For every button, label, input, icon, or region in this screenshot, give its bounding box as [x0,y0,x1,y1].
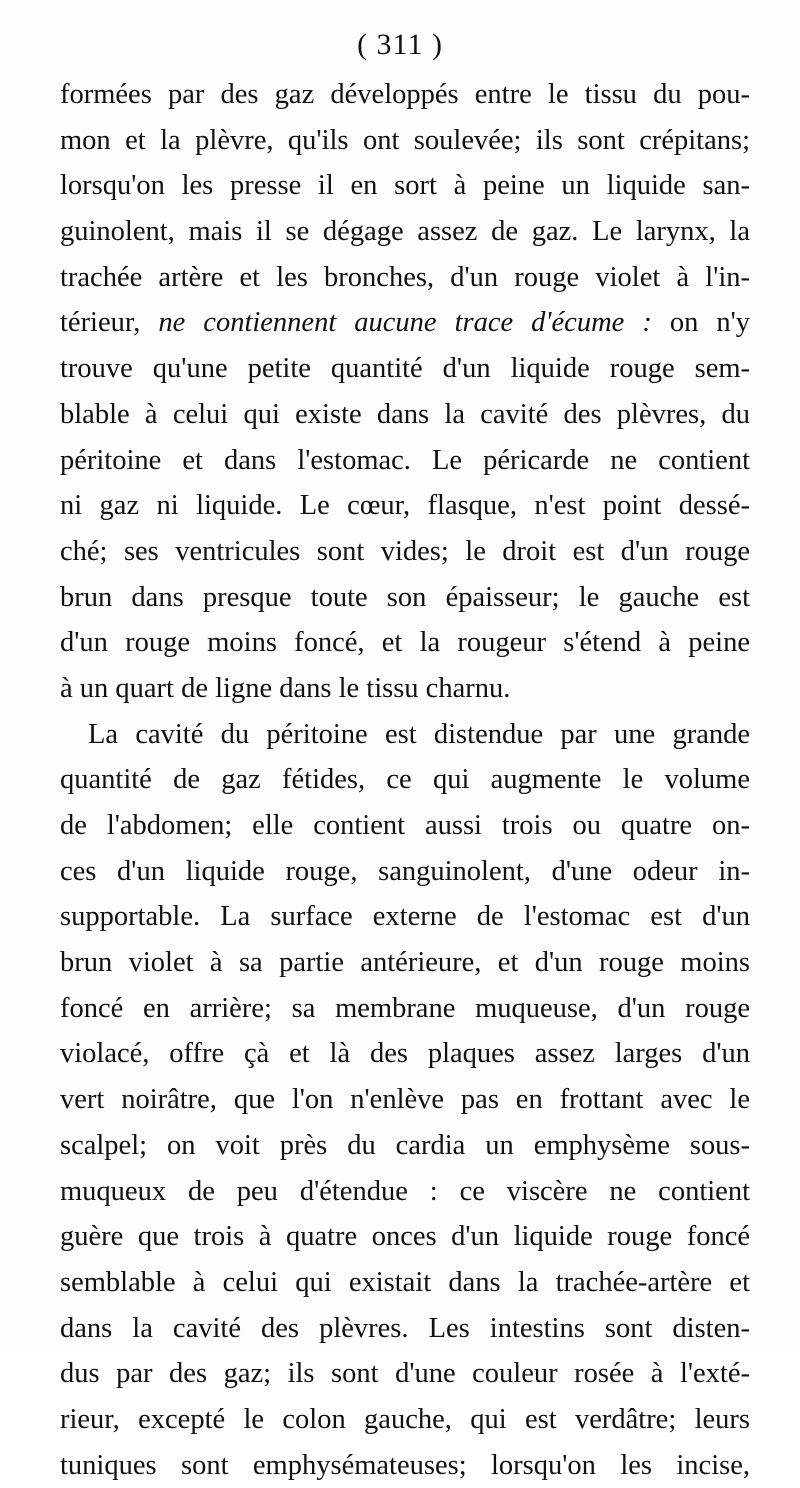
text-line: ni gaz ni liquide. Le cœur, flasque, n'est point dessé- [60,490,750,522]
text-line: La cavité du péritoine est distendue par une grande [88,718,750,750]
text-line: quantité de gaz fétides, ce qui augmente le volume [60,764,750,796]
text-line: trouve qu'une petite quantité d'un liquide rouge sem- [60,353,750,385]
text-line: guère que trois à quatre onces d'un liquide rouge foncé [60,1221,750,1253]
text-line: muqueux de peu d'étendue : ce viscère ne contient [60,1175,750,1207]
text-line: ces d'un liquide rouge, sanguinolent, d'une odeur in- [60,855,750,887]
italic-phrase: ne contiennent aucune trace d'écume : [158,307,652,339]
text-line: lorsqu'on les presse il en sort à peine un liquide san- [60,170,750,202]
text-line: à un quart de ligne dans le tissu charnu. [60,672,511,704]
text-line: violacé, offre çà et là des plaques assez larges d'un [60,1038,750,1070]
body-text [60,72,750,1488]
page-number: ( 311 ) [357,28,443,61]
text-line: péritoine et dans l'estomac. Le péricarde ne contient [60,444,750,476]
text-line: ché; ses ventricules sont vides; le droit est d'un rouge [60,535,750,567]
paragraph [60,72,750,712]
text-line: vert noirâtre, que l'on n'enlève pas en frottant avec le [60,1084,750,1116]
text-line: dus par des gaz; ils sont d'une couleur rosée à l'exté- [60,1358,750,1390]
text-line: mon et la plèvre, qu'ils ont soulevée; ils sont crépitans; [60,124,750,156]
text-line: dans la cavité des plèvres. Les intestins sont disten- [60,1312,750,1344]
text-line: térieur, ne contiennent aucune trace d'écume : on n'y [60,307,750,339]
text-line: supportable. La surface externe de l'estomac est d'un [60,901,750,933]
text-line: semblable à celui qui existait dans la trachée-artère et [60,1266,750,1298]
text-line: rieur, excepté le colon gauche, qui est verdâtre; leurs [60,1403,750,1435]
text-line: guinolent, mais il se dégage assez de gaz. Le larynx, la [60,216,750,248]
text-line: scalpel; on voit près du cardia un emphysème sous- [60,1129,750,1161]
text-line: de l'abdomen; elle contient aussi trois ou quatre on- [60,810,750,841]
text-line: brun dans presque toute son épaisseur; le gauche est [60,581,750,613]
text-line: blable à celui qui existe dans la cavité des plèvres, du [60,398,750,430]
text-line: brun violet à sa partie antérieure, et d'un rouge moins [60,947,750,979]
text-line: trachée artère et les bronches, d'un rouge violet à l'in- [60,261,750,293]
text-line: formées par des gaz développés entre le tissu du pou- [60,79,750,110]
text-line: tuniques sont emphysémateuses; lorsqu'on les incise, [60,1449,750,1481]
paragraph [60,712,750,1488]
text-line: foncé en arrière; sa membrane muqueuse, d'un rouge [60,992,750,1024]
text-line: d'un rouge moins foncé, et la rougeur s'étend à peine [60,627,750,659]
